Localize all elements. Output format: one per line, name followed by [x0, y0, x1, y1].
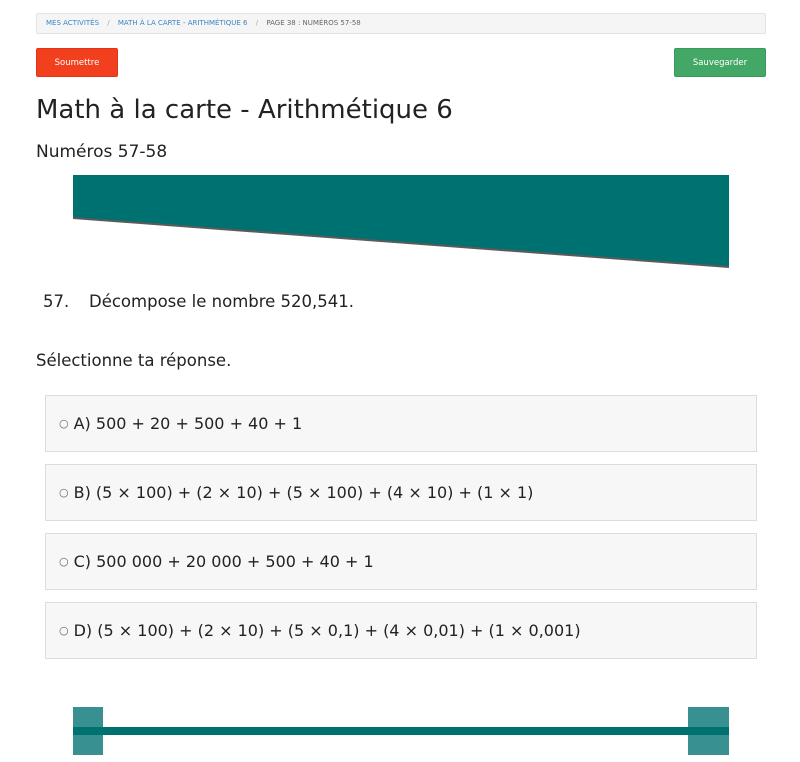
answer-option-d[interactable]	[45, 602, 757, 659]
answer-option-label: D) (5 × 100) + (2 × 10) + (5 × 0,1) + (4 × 0,01) + (1 × 0,001)	[73, 621, 581, 640]
breadcrumb-item-math-a-la-carte[interactable]: MATH À LA CARTE - ARITHMÉTIQUE 6	[117, 19, 248, 27]
question-57	[43, 292, 354, 311]
banner-shape	[73, 175, 729, 266]
decorative-footer-bar	[73, 707, 729, 755]
answer-option-label: C) 500 000 + 20 000 + 500 + 40 + 1	[73, 552, 374, 571]
decorative-banner	[73, 175, 729, 269]
question-number: 57.	[43, 292, 70, 311]
footer-bar-line	[73, 727, 729, 735]
breadcrumb-separator: /	[255, 19, 259, 27]
breadcrumb-item-current-page: PAGE 38 : NUMÉROS 57-58	[266, 19, 361, 27]
answer-option-c[interactable]	[45, 533, 757, 590]
radio-icon[interactable]: ○	[59, 417, 69, 430]
page-title: Math à la carte - Arithmétique 6	[36, 95, 453, 125]
answer-option-label: B) (5 × 100) + (2 × 10) + (5 × 100) + (4 × 10) + (1 × 1)	[73, 483, 534, 502]
radio-icon[interactable]: ○	[59, 555, 69, 568]
answer-prompt: Sélectionne ta réponse.	[36, 351, 232, 370]
submit-button[interactable]: Soumettre	[36, 48, 118, 77]
breadcrumb-item-mes-activites[interactable]: MES ACTIVITÉS	[46, 19, 100, 27]
answer-options	[45, 395, 757, 671]
save-button[interactable]: Sauvegarder	[674, 48, 766, 77]
answer-option-label: A) 500 + 20 + 500 + 40 + 1	[73, 414, 303, 433]
page-subtitle: Numéros 57-58	[36, 142, 168, 162]
breadcrumb	[36, 13, 766, 34]
radio-icon[interactable]: ○	[59, 624, 69, 637]
answer-option-a[interactable]	[45, 395, 757, 452]
radio-icon[interactable]: ○	[59, 486, 69, 499]
answer-option-b[interactable]	[45, 464, 757, 521]
breadcrumb-separator: /	[107, 19, 110, 27]
question-text: Décompose le nombre 520,541.	[89, 292, 355, 311]
